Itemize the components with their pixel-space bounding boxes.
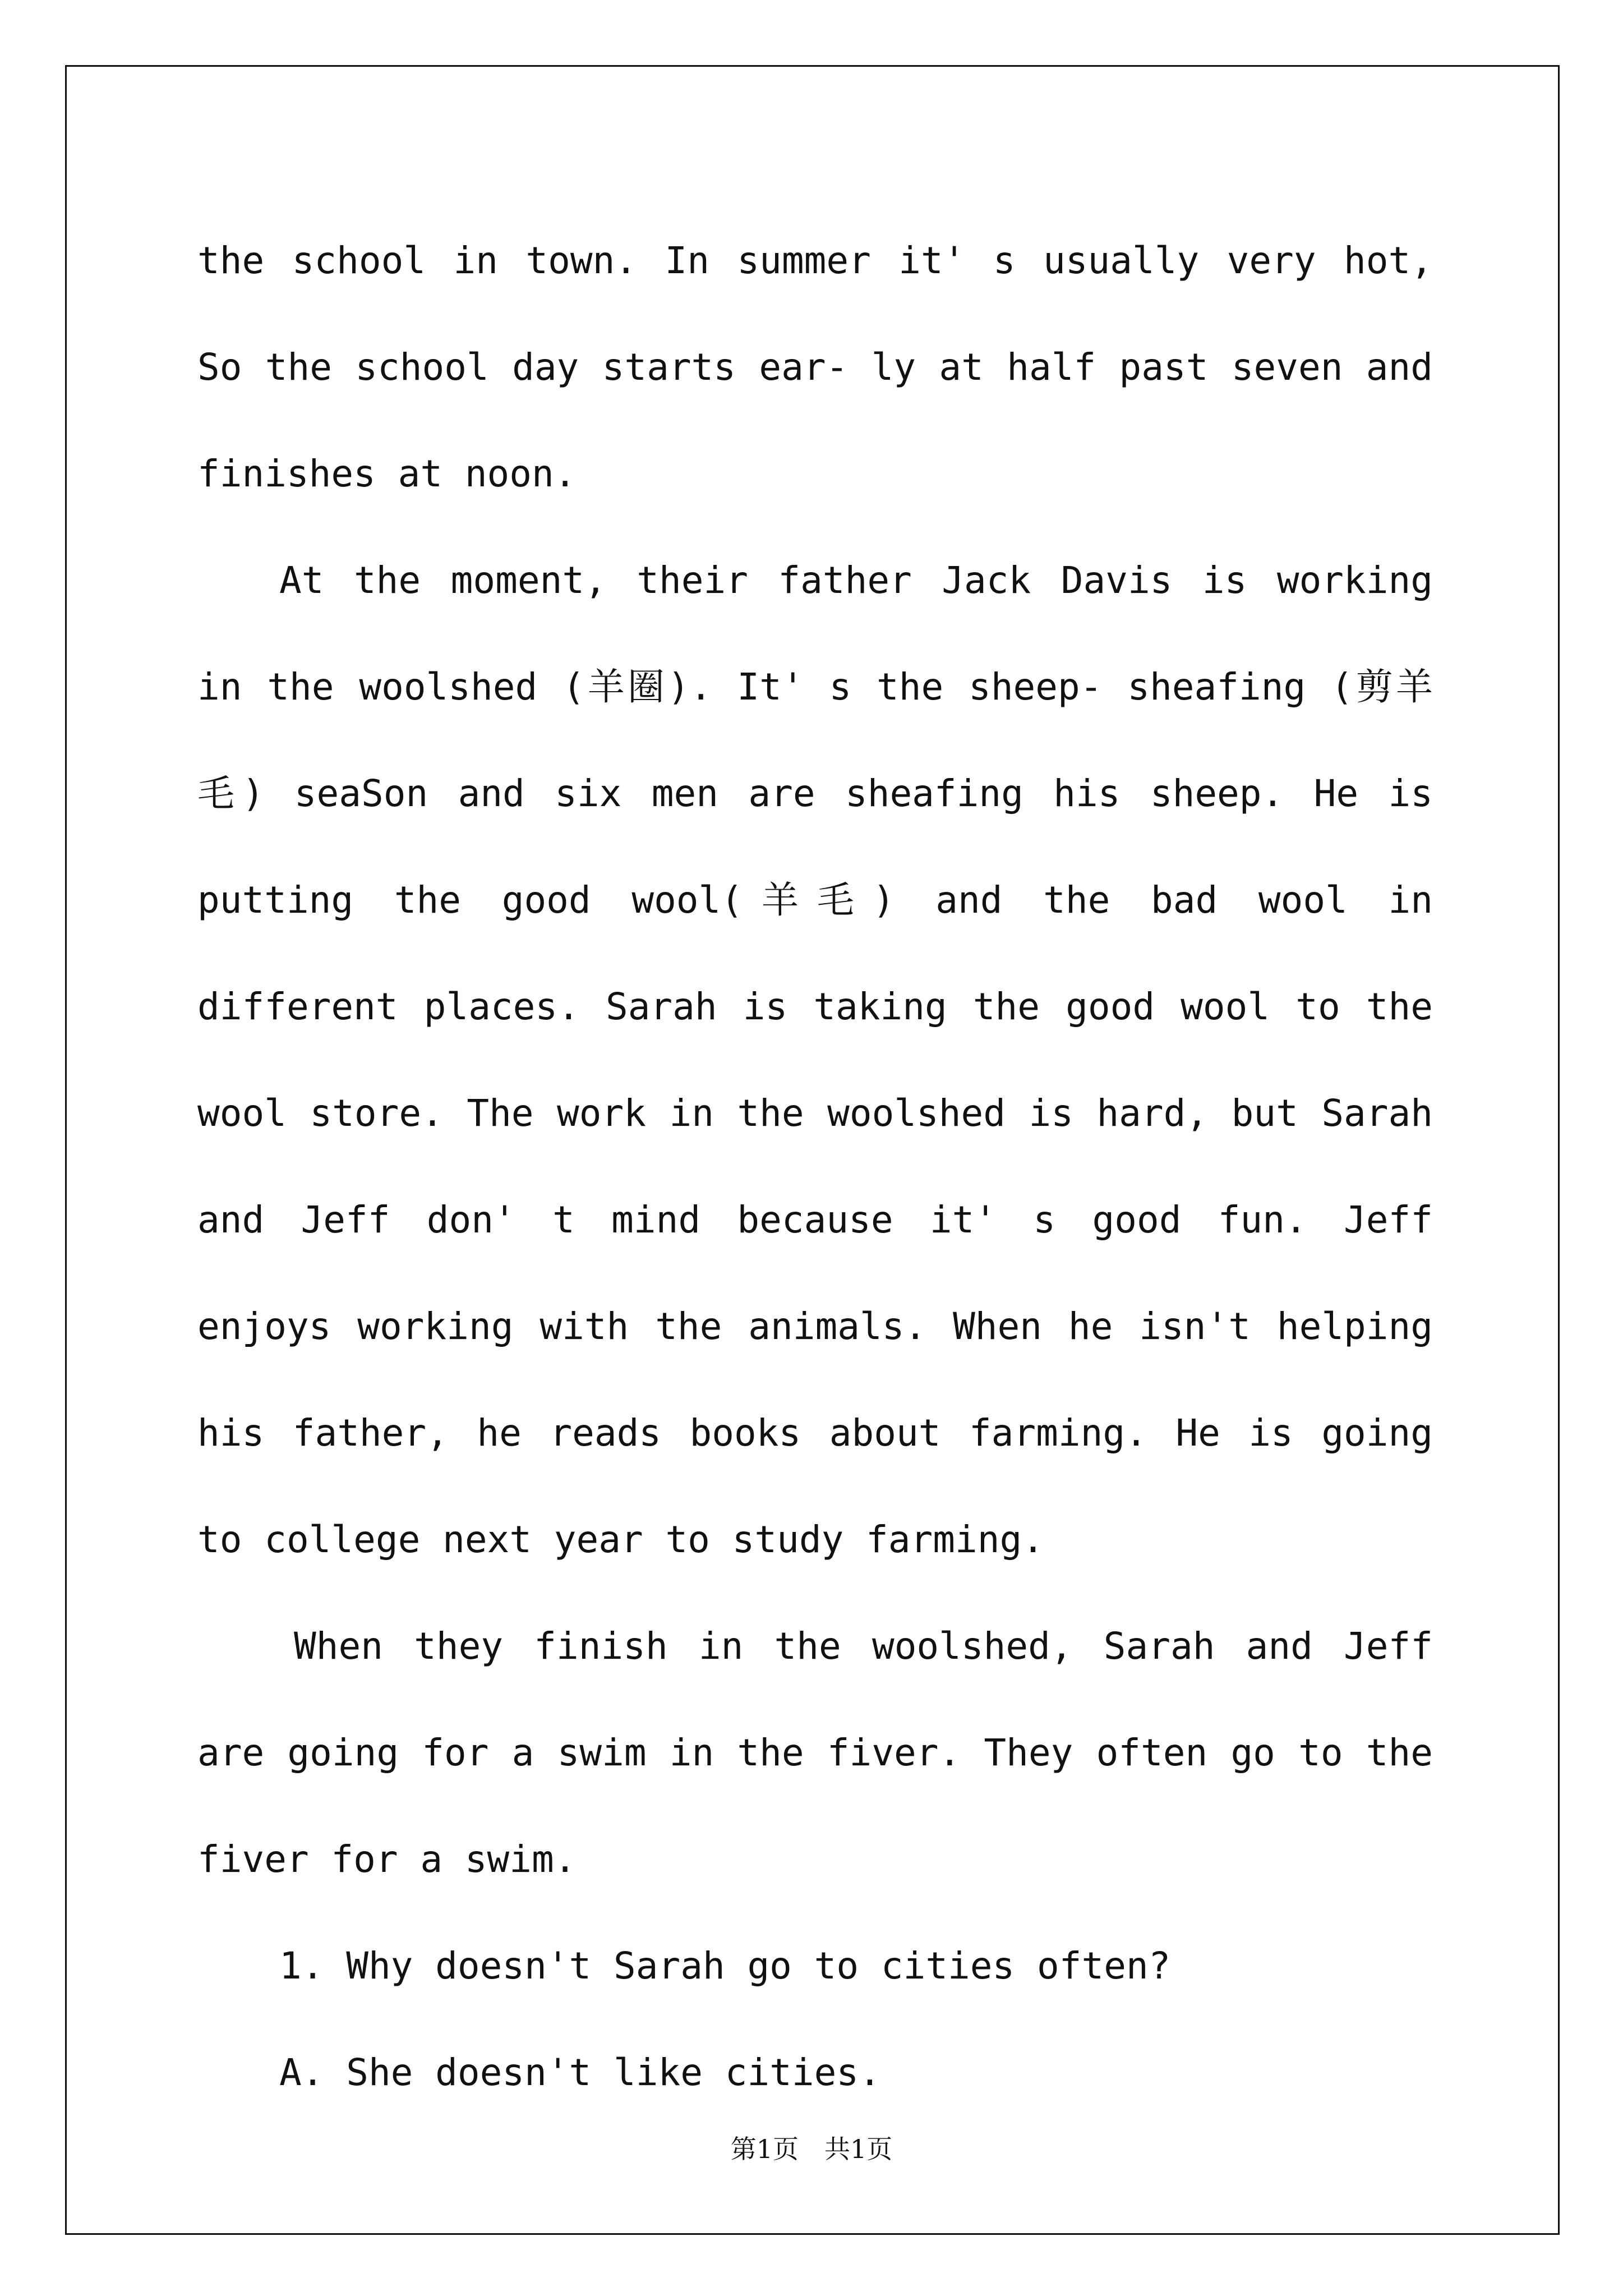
paragraph-school-day: the school in town. In summer it' s usually very hot, So the school day starts ear- ly at half past seven and finishes at noon. bbox=[197, 239, 1433, 495]
answer-option-a: A. She doesn't like cities. bbox=[279, 2051, 881, 2094]
paragraph-swim: When they finish in the woolshed, Sarah and Jeff are going for a swim in the fiver. They often go to the fiver for a swim. bbox=[197, 1625, 1433, 1881]
page-number: 第1页 bbox=[730, 2134, 799, 2164]
page-footer bbox=[0, 2129, 1623, 2166]
question-1: 1. Why doesn't Sarah go to cities often? bbox=[279, 1944, 1171, 1987]
page-total: 共1页 bbox=[824, 2134, 893, 2164]
document-body bbox=[197, 208, 1433, 2126]
paragraph-woolshed: At the moment, their father Jack Davis is working in the woolshed (羊圈). It' s the sheep- sheafing (剪羊毛) seaSon and six men are sheafing his sheep. He is putting the good wool(羊毛) and the bad wool in different places. Sarah is taking the good wool to the wool store. The work in the woolshed is hard, but Sarah and Jeff don' t mind because it' s good fun. Jeff enjoys working with the animals. When he isn't helping his father, he reads books about farming. He is going to college next year to study farming. bbox=[197, 559, 1433, 1561]
